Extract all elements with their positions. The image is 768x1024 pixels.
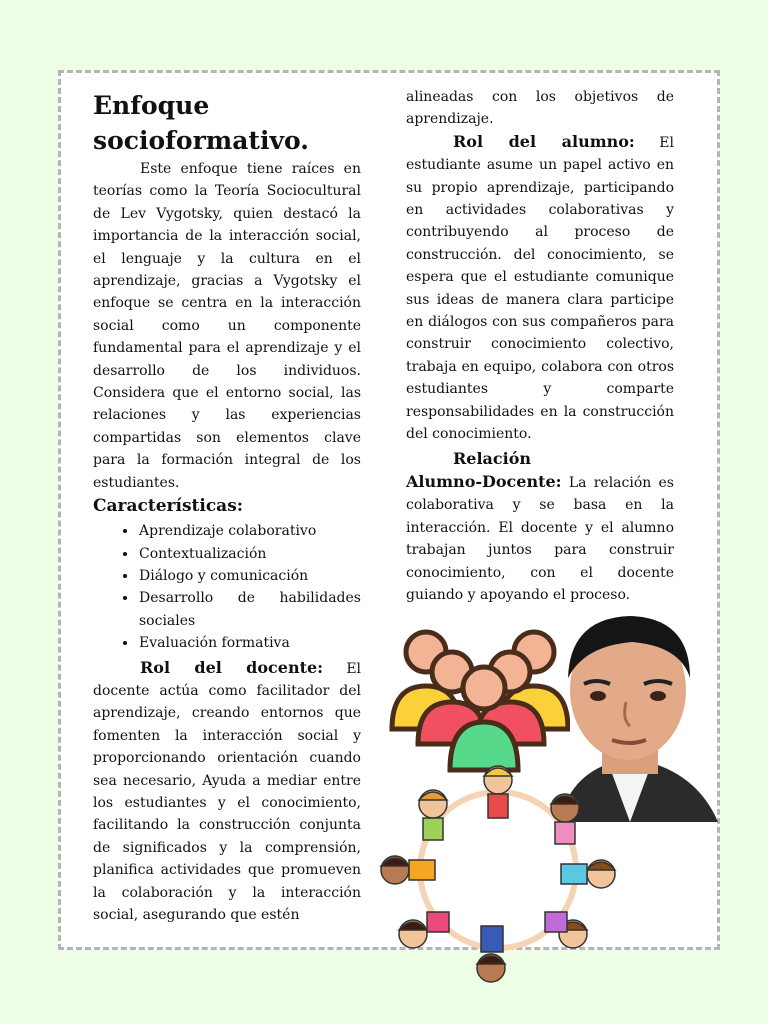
list-item: • Desarrollo de habilidades sociales — [138, 587, 361, 632]
relacion-text: La relación es colaborativa y se basa en la interacción. El docente y el alumno trabajan juntos para construir conocimiento, con el docente guiando y apoyando el proceso. — [406, 474, 674, 603]
docente-paragraph — [93, 657, 361, 927]
children-circle-illustration — [373, 762, 623, 984]
relacion-heading: Alumno-Docente: — [406, 471, 562, 491]
docente-text: El docente actúa como facilitador del aprendizaje, creando entornos que fomenten la interacción social y proporcionando orientación cuando sea necesario, Ayuda a mediar entre los estudiantes y el conocimiento, facilitando la construcción conjunta de significados y la comprensión, planifica actividades que promueven la colaboración y la interacción social, asegurando que estén — [93, 660, 362, 923]
relacion-paragraph — [406, 471, 674, 606]
docente-continuation: alineadas con los objetivos de aprendizaje. — [406, 89, 674, 128]
right-column — [406, 86, 674, 606]
document-title: Enfoque socioformativo. — [93, 91, 309, 155]
list-item: • Diálogo y comunicación — [138, 565, 361, 587]
list-item: • Aprendizaje colaborativo — [138, 520, 361, 542]
left-column — [93, 88, 361, 926]
relacion-heading-line1: Relación — [453, 448, 532, 468]
characteristics-heading: Características: — [93, 496, 244, 517]
alumno-heading: Rol del alumno: — [453, 131, 635, 151]
list-item: • Contextualización — [138, 543, 361, 565]
alumno-text: El estudiante asume un papel activo en su propio aprendizaje, participando en actividades colaborativas y contribuyendo al proceso de construcción. del conocimiento, se espera que el estudiante comunique sus ideas de manera clara participe en diálogos con sus compañeros para construir conocimiento colectivo, trabaja en equipo, colabora con otros estudiantes y comparte responsabilidades en la construcción del conocimiento. — [406, 134, 674, 443]
list-item: • Evaluación formativa — [138, 632, 361, 654]
characteristics-list — [93, 520, 361, 654]
alumno-paragraph — [406, 131, 674, 446]
intro-paragraph: Este enfoque tiene raíces en teorías como la Teoría Sociocultural de Lev Vygotsky, quien destacó la importancia de la interacción social, el lenguaje y la cultura en el aprendizaje, gracias a Vygotsky el enfoque se centra en la interacción social como un componente fundamental para el aprendizaje y el desarrollo de los individuos. Considera que el entorno social, las relaciones y las experiencias compartidas son elementos clave para la formación integral de los estudiantes. — [93, 161, 361, 491]
docente-heading: Rol del docente: — [140, 657, 324, 677]
